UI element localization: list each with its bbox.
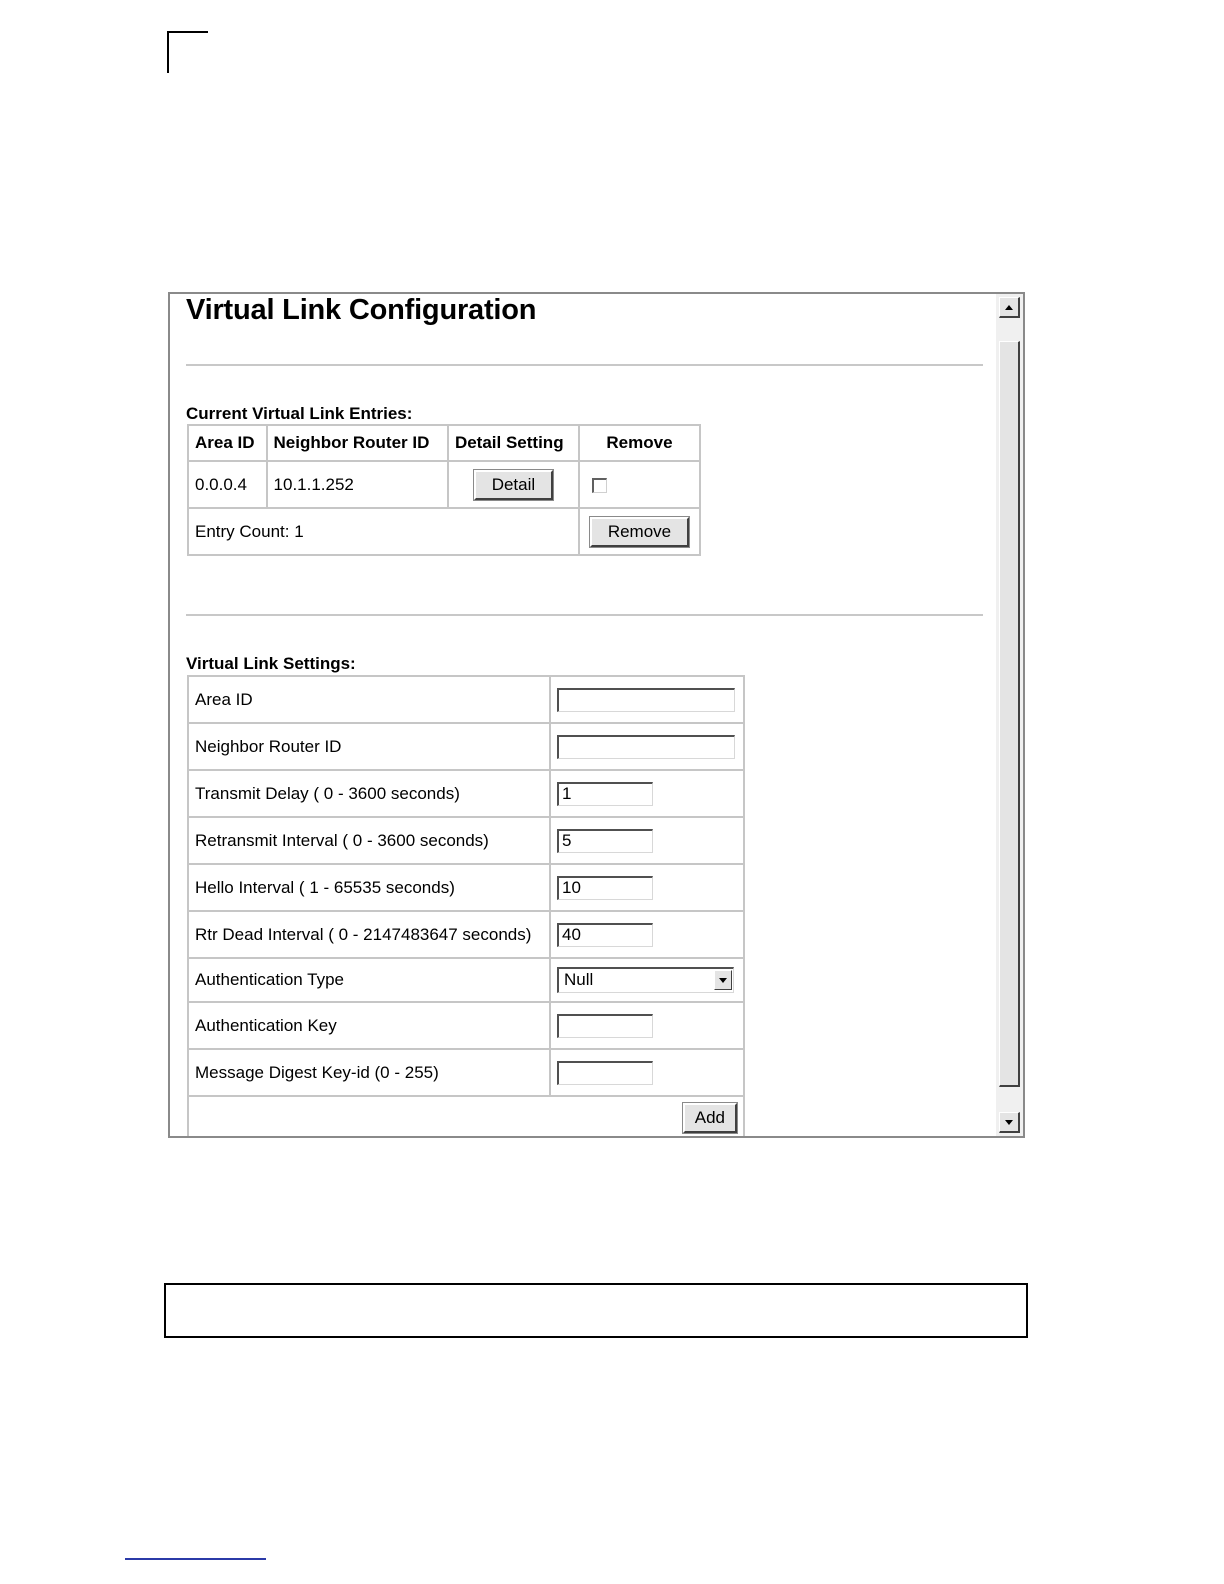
transmit-delay-input[interactable] [557, 782, 653, 806]
chevron-down-icon[interactable] [714, 970, 732, 990]
page-content [170, 294, 996, 1136]
rtr-dead-interval-value-cell [550, 911, 744, 958]
authentication-key-input[interactable] [557, 1014, 653, 1038]
footer-rule [125, 1558, 266, 1560]
rtr-dead-interval-input[interactable] [557, 923, 653, 947]
add-row [188, 1096, 744, 1136]
entries-header-row [188, 425, 700, 461]
setting-row-transmit-delay [188, 770, 744, 817]
area-id-cell: 0.0.0.4 [188, 461, 267, 508]
authentication-type-selected: Null [564, 970, 594, 989]
retransmit-interval-value-cell [550, 817, 744, 864]
message-digest-key-id-label: Message Digest Key-id (0 - 255) [188, 1049, 550, 1096]
authentication-type-select[interactable] [557, 967, 734, 993]
col-remove: Remove [579, 425, 700, 461]
transmit-delay-label: Transmit Delay ( 0 - 3600 seconds) [188, 770, 550, 817]
detail-button[interactable]: Detail [474, 470, 553, 500]
add-button[interactable]: Add [683, 1103, 737, 1133]
message-digest-key-id-input[interactable] [557, 1061, 653, 1085]
setting-row-neighbor-router-id [188, 723, 744, 770]
remove-select-cell [579, 461, 700, 508]
neighbor-router-id-cell: 10.1.1.252 [267, 461, 448, 508]
area-id-label: Area ID [188, 676, 550, 723]
col-neighbor-router-id: Neighbor Router ID [267, 425, 448, 461]
neighbor-router-id-label: Neighbor Router ID [188, 723, 550, 770]
retransmit-interval-label: Retransmit Interval ( 0 - 3600 seconds) [188, 817, 550, 864]
add-cell [188, 1096, 744, 1136]
scrollbar-thumb[interactable] [999, 341, 1020, 1087]
authentication-type-value-cell [550, 958, 744, 1002]
detail-cell [448, 461, 579, 508]
caption-box [164, 1283, 1028, 1338]
area-id-value-cell [550, 676, 744, 723]
remove-button[interactable]: Remove [590, 517, 689, 547]
authentication-type-label: Authentication Type [188, 958, 550, 1002]
retransmit-interval-input[interactable] [557, 829, 653, 853]
settings-table [187, 675, 745, 1136]
rtr-dead-interval-label: Rtr Dead Interval ( 0 - 2147483647 seconds) [188, 911, 550, 958]
entry-count: Entry Count: 1 [188, 508, 579, 555]
divider [186, 364, 983, 366]
vertical-scrollbar[interactable] [996, 294, 1023, 1136]
authentication-key-value-cell [550, 1002, 744, 1049]
divider [186, 614, 983, 616]
remove-action-cell [579, 508, 700, 555]
neighbor-router-id-input[interactable] [557, 735, 735, 759]
scroll-up-arrow-icon[interactable] [999, 297, 1020, 318]
message-digest-key-id-value-cell [550, 1049, 744, 1096]
setting-row-rtr-dead-interval [188, 911, 744, 958]
setting-row-area-id [188, 676, 744, 723]
hello-interval-label: Hello Interval ( 1 - 65535 seconds) [188, 864, 550, 911]
area-id-input[interactable] [557, 688, 735, 712]
authentication-key-label: Authentication Key [188, 1002, 550, 1049]
crop-mark-left [167, 31, 169, 73]
transmit-delay-value-cell [550, 770, 744, 817]
entries-heading: Current Virtual Link Entries: [186, 404, 413, 423]
remove-checkbox[interactable] [592, 478, 607, 493]
neighbor-router-id-value-cell [550, 723, 744, 770]
setting-row-retransmit-interval [188, 817, 744, 864]
page-title: Virtual Link Configuration [186, 294, 537, 326]
setting-row-message-digest-key-id [188, 1049, 744, 1096]
col-detail-setting: Detail Setting [448, 425, 579, 461]
setting-row-authentication-type [188, 958, 744, 1002]
browser-frame [168, 292, 1025, 1138]
setting-row-hello-interval [188, 864, 744, 911]
crop-mark-top [167, 31, 208, 33]
entries-table [187, 424, 701, 556]
scroll-down-arrow-icon[interactable] [999, 1112, 1020, 1133]
entry-count-row [188, 508, 700, 555]
col-area-id: Area ID [188, 425, 267, 461]
hello-interval-value-cell [550, 864, 744, 911]
table-row [188, 461, 700, 508]
hello-interval-input[interactable] [557, 876, 653, 900]
settings-heading: Virtual Link Settings: [186, 654, 356, 673]
setting-row-authentication-key [188, 1002, 744, 1049]
